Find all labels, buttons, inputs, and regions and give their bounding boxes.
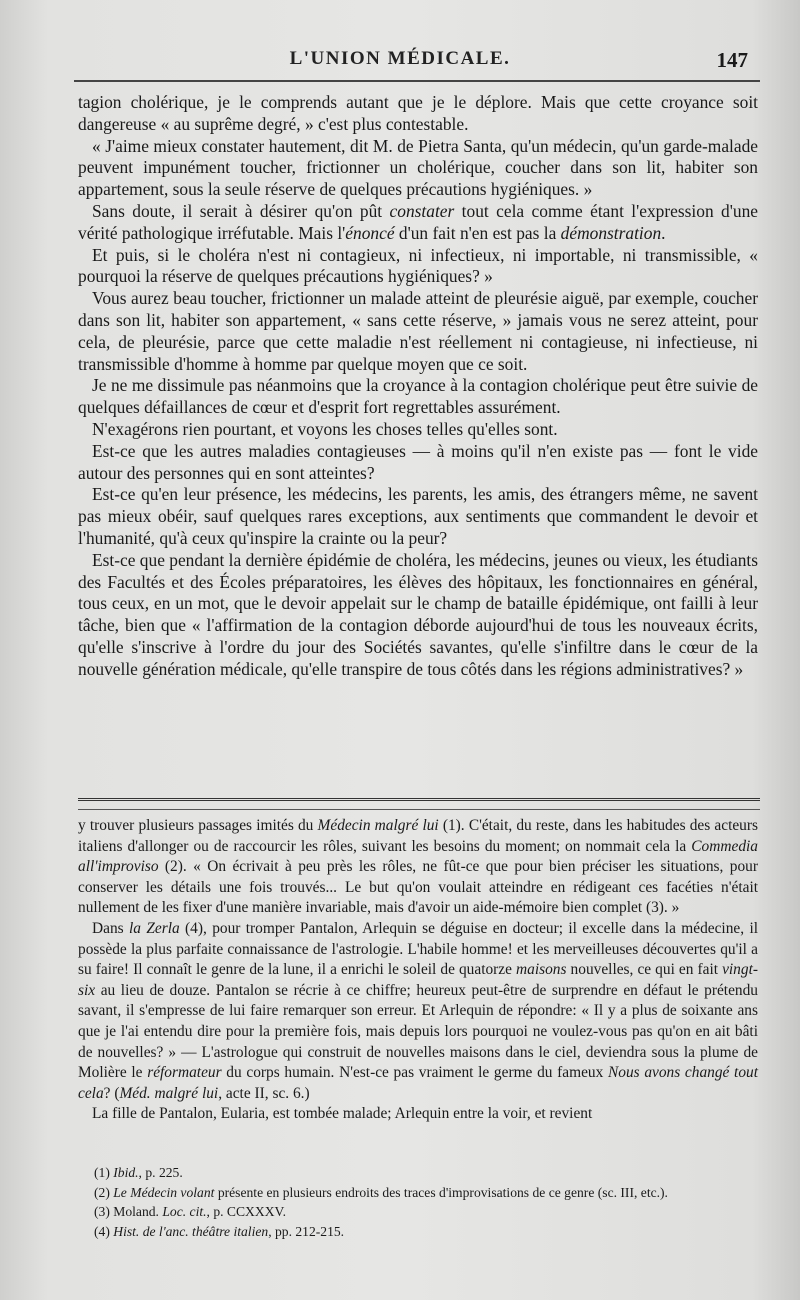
italic-term: Commedia all'improviso: [78, 837, 758, 876]
italic-term: vingt-six: [78, 961, 758, 999]
paragraph-4: Et puis, si le choléra n'est ni contagieux, ni infectieux, ni importable, ni transmissible, « pourquoi la réserve de quelques précautions hygiéniques? »: [78, 244, 758, 287]
paragraph-9: Est-ce qu'en leur présence, les médecins, les parents, les amis, des étrangers même, ne savent pas mieux obéir, sauf quelques rares exceptions, aux sentiments que commandent le devoir et l'humanité, qu'à ceux qu'inspire la crainte ou la peur?: [78, 484, 758, 548]
feuilleton-text: [78, 816, 758, 1125]
text-run: y trouver plusieurs passages imités du: [78, 817, 318, 834]
italic-ref: Le Médecin volant: [113, 1184, 215, 1200]
header-rule: [74, 80, 760, 82]
page-header: [0, 44, 800, 76]
paragraph-6: Je ne me dissimule pas néanmoins que la croyance à la contagion cholérique peut être suivie de quelques défaillances de cœur et d'esprit fort regrettables assurément.: [78, 375, 758, 418]
text-run: (3) Moland.: [94, 1204, 163, 1220]
text-run: , pp. 212-215.: [268, 1223, 345, 1239]
paragraph-8: Est-ce que les autres maladies contagieuses — à moins qu'il n'en existe pas — font le vide autour des personnes qui en sont atteintes?: [78, 440, 758, 483]
paragraph-5: Vous aurez beau toucher, frictionner un malade atteint de pleurésie aiguë, par exemple, coucher dans son lit, habiter son appartement, « sans cette réserve, » jamais vous ne serez atteint, pour cela, de pleurésie, parce que cette maladie n'est réellement ni contagieuse, ni infectieuse, ni transmissible d'homme à homme par quelque moyen que ce soit.: [78, 288, 758, 374]
text-run: du corps humain. N'est-ce pas vraiment le germe du fameux: [221, 1064, 608, 1082]
paragraph-3: Sans doute, il serait à désirer qu'on pût constater tout cela comme étant l'expression d'une vérité pathologique irréfutable. Mais l'énoncé d'un fait n'en est pas la démonstration.: [78, 200, 758, 243]
paragraph-7: N'exagérons rien pourtant, et voyons les choses telles qu'elles sont.: [92, 418, 558, 439]
text-run: , acte II, sc. 6.): [218, 1084, 310, 1102]
text-run: (1): [94, 1165, 114, 1180]
text-run: (1). C'était, du reste, dans les habitudes des acteurs italiens d'allonger ou de raccourcir les rôles, suivant les besoins du moment; on nommait cela la: [78, 817, 758, 855]
footnote-3: [94, 1202, 758, 1222]
italic-title: Médecin malgré lui: [317, 817, 439, 834]
italic-word: démonstration: [560, 222, 662, 243]
footnote-1: [94, 1163, 758, 1183]
italic-term: réformateur: [147, 1064, 222, 1082]
italic-term: maisons: [516, 961, 567, 979]
text-run: Dans: [92, 919, 129, 937]
note-paragraph-1: [78, 816, 758, 919]
text-run: présente en plusieurs endroits des traces d'improvisations de ce genre (sc. III, etc.).: [214, 1184, 668, 1200]
text-run: , p. CCXXXV.: [206, 1204, 286, 1220]
note-paragraph-2: [78, 919, 758, 1104]
page-number: 147: [716, 48, 748, 72]
footnote-2: [94, 1183, 758, 1203]
text-run: ? (: [103, 1084, 120, 1102]
italic-ref: Loc. cit.: [162, 1204, 207, 1220]
italic-title: Méd. malgré lui: [119, 1084, 219, 1102]
text-run: (2). « On écrivait à peu près les rôles, ne fût-ce que pour bien préciser les situations, pour conserver les détails une fois trouvés... Le but qu'on voulait atteindre en rédigeant ces facéties n'était nullement de les fixer d'une manière invariable, mais d'avoir un aide-mémoire bien complet (3). »: [78, 858, 758, 917]
note-paragraph-3: La fille de Pantalon, Eularia, est tombée malade; Arlequin entre la voir, et revient: [92, 1105, 593, 1123]
text-run: nouvelles, ce qui en fait: [566, 961, 723, 979]
italic-word: énoncé: [345, 222, 395, 243]
italic-word: constater: [389, 200, 455, 221]
main-article-text: [78, 92, 758, 681]
footnotes: [94, 1163, 758, 1241]
text-run: au lieu de douze. Pantalon se récrie à ce chiffre; heureux peut-être de surprendre en défaut le prétendu savant, il s'empresse de lui faire remarquer son erreur. Et Arlequin de répondre: « Il y a plus de soixante ans que je l'ai entendu dire pour la première fois, mais depuis lors pourquoi ne voulez-vous pas qu'on en ait bâti de nouvelles? » — L'astrologue qui construit de nouvelles maisons dans le ciel, deviendra sous la plume de Molière le: [78, 981, 758, 1082]
text-run: (2): [94, 1184, 114, 1200]
text-run: (4), pour tromper Pantalon, Arlequin se déguise en docteur; il excelle dans la médecine, il possède la plus parfaite connaissance de l'astrologie. L'habile homme! et les merveilleuses découvertes qu'il a su faire! Il connaît le genre de la lune, il a enrichi le soleil de quatorze: [78, 919, 758, 979]
italic-ref: Hist. de l'anc. théâtre italien: [113, 1223, 269, 1239]
paragraph-10: Est-ce que pendant la dernière épidémie de choléra, les médecins, jeunes ou vieux, les étudiants des Facultés et des Écoles préparatoires, les élèves des hôpitaux, les fonctionnaires en général, tous ceux, en un mot, que le devoir appelait sur le champ de bataille épidémique, ont failli à leur tâche, bien que « l'affirmation de la contagion déborde aujourd'hui de tous les nouveaux écrits, qu'elle s'inscrive à l'ordre du jour des Sociétés savantes, qu'elle s'infiltre dans le cœur de la nouvelle génération médicale, qu'elle transpire de tous côtés dans les régions administratives? »: [78, 549, 758, 679]
paragraph-2: « J'aime mieux constater hautement, dit M. de Pietra Santa, qu'un médecin, qu'un garde-malade peuvent impunément toucher, frictionner un cholérique, coucher dans son lit, habiter son appartement, sous la seule réserve de quelques précautions hygiéniques. »: [78, 135, 758, 200]
italic-quote: Nous avons changé tout cela: [78, 1064, 759, 1102]
section-divider-rule: [78, 798, 760, 810]
text-run: (4): [94, 1223, 114, 1239]
italic-ref: Ibid.: [113, 1165, 139, 1180]
text-run: , p. 225.: [138, 1165, 183, 1180]
footnote-4: [94, 1222, 758, 1242]
paragraph-1: tagion cholérique, je le comprends autant que je le déplore. Mais que cette croyance soit dangereuse « au suprême degré, » c'est plus contestable.: [78, 92, 758, 134]
running-title: L'UNION MÉDICALE.: [289, 48, 511, 69]
italic-title: la Zerla: [129, 919, 180, 937]
